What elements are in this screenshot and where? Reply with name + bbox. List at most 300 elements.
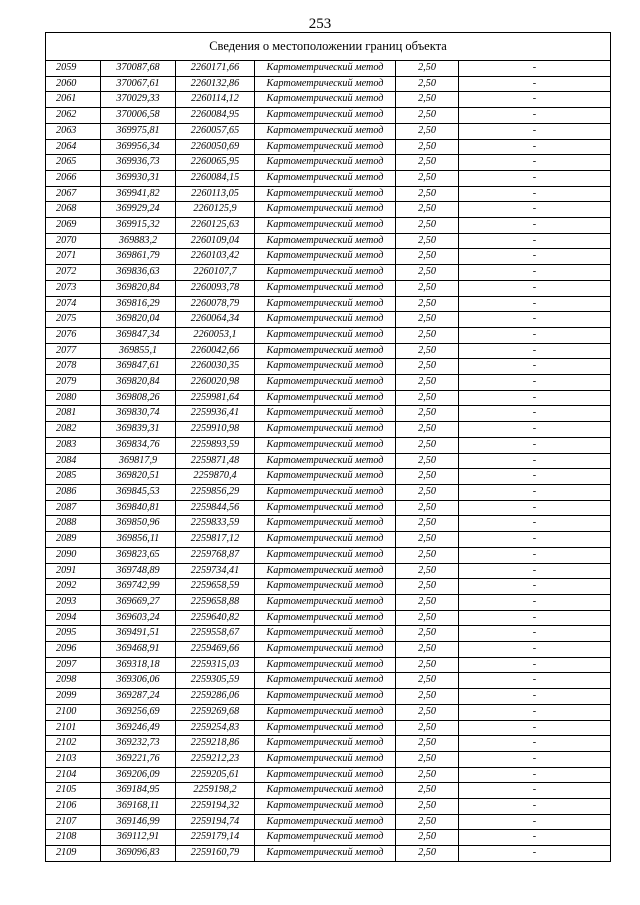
method-cell: Картометрический метод [255,61,396,77]
x-coordinate-cell: 369112,91 [101,830,176,846]
point-number-cell: 2072 [46,265,101,281]
x-coordinate-cell: 370067,61 [101,76,176,92]
description-cell: - [459,783,611,799]
accuracy-cell: 2,50 [396,170,459,186]
table-row [46,689,611,705]
method-cell: Картометрический метод [255,563,396,579]
description-cell: - [459,375,611,391]
y-coordinate-cell: 2259286,06 [176,689,255,705]
x-coordinate-cell: 369856,11 [101,532,176,548]
point-number-cell: 2109 [46,846,101,862]
accuracy-cell: 2,50 [396,751,459,767]
description-cell: - [459,296,611,312]
table-row [46,657,611,673]
accuracy-cell: 2,50 [396,453,459,469]
accuracy-cell: 2,50 [396,767,459,783]
y-coordinate-cell: 2259871,48 [176,453,255,469]
x-coordinate-cell: 370006,58 [101,108,176,124]
point-number-cell: 2070 [46,233,101,249]
description-cell: - [459,170,611,186]
table-row [46,375,611,391]
description-cell: - [459,657,611,673]
table-row [46,830,611,846]
table-row [46,453,611,469]
table-row [46,767,611,783]
table-row [46,547,611,563]
table-row [46,123,611,139]
table-row [46,422,611,438]
point-number-cell: 2067 [46,186,101,202]
accuracy-cell: 2,50 [396,280,459,296]
description-cell: - [459,249,611,265]
method-cell: Картометрический метод [255,265,396,281]
point-number-cell: 2086 [46,484,101,500]
y-coordinate-cell: 2260057,65 [176,123,255,139]
point-number-cell: 2096 [46,642,101,658]
x-coordinate-cell: 370087,68 [101,61,176,77]
description-cell: - [459,327,611,343]
point-number-cell: 2066 [46,170,101,186]
method-cell: Картометрический метод [255,437,396,453]
accuracy-cell: 2,50 [396,249,459,265]
accuracy-cell: 2,50 [396,610,459,626]
point-number-cell: 2069 [46,218,101,234]
table-row [46,76,611,92]
table-row [46,359,611,375]
accuracy-cell: 2,50 [396,265,459,281]
accuracy-cell: 2,50 [396,516,459,532]
accuracy-cell: 2,50 [396,563,459,579]
y-coordinate-cell: 2260125,63 [176,218,255,234]
x-coordinate-cell: 369936,73 [101,155,176,171]
point-number-cell: 2082 [46,422,101,438]
description-cell: - [459,610,611,626]
accuracy-cell: 2,50 [396,626,459,642]
description-cell: - [459,280,611,296]
accuracy-cell: 2,50 [396,642,459,658]
point-number-cell: 2097 [46,657,101,673]
method-cell: Картометрический метод [255,610,396,626]
x-coordinate-cell: 369820,84 [101,375,176,391]
method-cell: Картометрический метод [255,846,396,862]
x-coordinate-cell: 369817,9 [101,453,176,469]
method-cell: Картометрический метод [255,532,396,548]
method-cell: Картометрический метод [255,406,396,422]
accuracy-cell: 2,50 [396,108,459,124]
y-coordinate-cell: 2259981,64 [176,390,255,406]
accuracy-cell: 2,50 [396,830,459,846]
table-row [46,736,611,752]
x-coordinate-cell: 369850,96 [101,516,176,532]
accuracy-cell: 2,50 [396,390,459,406]
accuracy-cell: 2,50 [396,202,459,218]
y-coordinate-cell: 2260030,35 [176,359,255,375]
point-number-cell: 2077 [46,343,101,359]
point-number-cell: 2106 [46,799,101,815]
method-cell: Картометрический метод [255,186,396,202]
x-coordinate-cell: 369256,69 [101,704,176,720]
method-cell: Картометрический метод [255,343,396,359]
x-coordinate-cell: 369840,81 [101,500,176,516]
table-row [46,202,611,218]
accuracy-cell: 2,50 [396,484,459,500]
table-row [46,249,611,265]
point-number-cell: 2102 [46,736,101,752]
method-cell: Картометрический метод [255,327,396,343]
x-coordinate-cell: 369941,82 [101,186,176,202]
accuracy-cell: 2,50 [396,814,459,830]
x-coordinate-cell: 369096,83 [101,846,176,862]
method-cell: Картометрический метод [255,375,396,391]
point-number-cell: 2105 [46,783,101,799]
point-number-cell: 2098 [46,673,101,689]
point-number-cell: 2089 [46,532,101,548]
coordinates-table [45,60,611,862]
x-coordinate-cell: 369232,73 [101,736,176,752]
x-coordinate-cell: 369975,81 [101,123,176,139]
description-cell: - [459,139,611,155]
description-cell: - [459,642,611,658]
table-row [46,469,611,485]
description-cell: - [459,453,611,469]
description-cell: - [459,61,611,77]
accuracy-cell: 2,50 [396,469,459,485]
y-coordinate-cell: 2260107,7 [176,265,255,281]
accuracy-cell: 2,50 [396,532,459,548]
y-coordinate-cell: 2259640,82 [176,610,255,626]
method-cell: Картометрический метод [255,233,396,249]
point-number-cell: 2091 [46,563,101,579]
y-coordinate-cell: 2260132,86 [176,76,255,92]
accuracy-cell: 2,50 [396,123,459,139]
description-cell: - [459,720,611,736]
description-cell: - [459,579,611,595]
table-row [46,218,611,234]
y-coordinate-cell: 2260103,42 [176,249,255,265]
y-coordinate-cell: 2259179,14 [176,830,255,846]
description-cell: - [459,500,611,516]
table-row [46,704,611,720]
x-coordinate-cell: 369845,53 [101,484,176,500]
table-row [46,783,611,799]
accuracy-cell: 2,50 [396,61,459,77]
accuracy-cell: 2,50 [396,218,459,234]
table-row [46,799,611,815]
method-cell: Картометрический метод [255,830,396,846]
point-number-cell: 2064 [46,139,101,155]
accuracy-cell: 2,50 [396,437,459,453]
y-coordinate-cell: 2259910,98 [176,422,255,438]
table-row [46,673,611,689]
point-number-cell: 2087 [46,500,101,516]
coordinates-sheet [45,32,611,862]
point-number-cell: 2108 [46,830,101,846]
x-coordinate-cell: 369816,29 [101,296,176,312]
x-coordinate-cell: 369491,51 [101,626,176,642]
y-coordinate-cell: 2260093,78 [176,280,255,296]
table-row [46,92,611,108]
method-cell: Картометрический метод [255,359,396,375]
table-row [46,155,611,171]
description-cell: - [459,233,611,249]
method-cell: Картометрический метод [255,626,396,642]
table-body [46,61,611,862]
x-coordinate-cell: 369839,31 [101,422,176,438]
y-coordinate-cell: 2260109,04 [176,233,255,249]
table-row [46,500,611,516]
x-coordinate-cell: 369883,2 [101,233,176,249]
point-number-cell: 2074 [46,296,101,312]
y-coordinate-cell: 2259558,67 [176,626,255,642]
table-row [46,610,611,626]
x-coordinate-cell: 369287,24 [101,689,176,705]
x-coordinate-cell: 369915,32 [101,218,176,234]
description-cell: - [459,390,611,406]
point-number-cell: 2065 [46,155,101,171]
y-coordinate-cell: 2259305,59 [176,673,255,689]
accuracy-cell: 2,50 [396,327,459,343]
x-coordinate-cell: 369836,63 [101,265,176,281]
accuracy-cell: 2,50 [396,312,459,328]
description-cell: - [459,484,611,500]
table-row [46,846,611,862]
description-cell: - [459,92,611,108]
accuracy-cell: 2,50 [396,657,459,673]
accuracy-cell: 2,50 [396,422,459,438]
point-number-cell: 2068 [46,202,101,218]
description-cell: - [459,532,611,548]
table-row [46,437,611,453]
method-cell: Картометрический метод [255,799,396,815]
y-coordinate-cell: 2260084,95 [176,108,255,124]
method-cell: Картометрический метод [255,783,396,799]
point-number-cell: 2088 [46,516,101,532]
method-cell: Картометрический метод [255,689,396,705]
table-row [46,280,611,296]
point-number-cell: 2061 [46,92,101,108]
point-number-cell: 2071 [46,249,101,265]
description-cell: - [459,343,611,359]
x-coordinate-cell: 369847,34 [101,327,176,343]
accuracy-cell: 2,50 [396,375,459,391]
y-coordinate-cell: 2260078,79 [176,296,255,312]
x-coordinate-cell: 369184,95 [101,783,176,799]
method-cell: Картометрический метод [255,92,396,108]
accuracy-cell: 2,50 [396,689,459,705]
point-number-cell: 2079 [46,375,101,391]
table-row [46,814,611,830]
y-coordinate-cell: 2259658,88 [176,594,255,610]
y-coordinate-cell: 2260114,12 [176,92,255,108]
accuracy-cell: 2,50 [396,799,459,815]
description-cell: - [459,846,611,862]
x-coordinate-cell: 369306,06 [101,673,176,689]
accuracy-cell: 2,50 [396,92,459,108]
table-row [46,516,611,532]
point-number-cell: 2103 [46,751,101,767]
y-coordinate-cell: 2259658,59 [176,579,255,595]
accuracy-cell: 2,50 [396,846,459,862]
y-coordinate-cell: 2259734,41 [176,563,255,579]
description-cell: - [459,799,611,815]
point-number-cell: 2093 [46,594,101,610]
point-number-cell: 2081 [46,406,101,422]
method-cell: Картометрический метод [255,751,396,767]
accuracy-cell: 2,50 [396,500,459,516]
description-cell: - [459,76,611,92]
description-cell: - [459,814,611,830]
x-coordinate-cell: 369603,24 [101,610,176,626]
method-cell: Картометрический метод [255,139,396,155]
y-coordinate-cell: 2259212,23 [176,751,255,767]
table-row [46,720,611,736]
accuracy-cell: 2,50 [396,704,459,720]
method-cell: Картометрический метод [255,642,396,658]
description-cell: - [459,123,611,139]
description-cell: - [459,437,611,453]
accuracy-cell: 2,50 [396,359,459,375]
table-row [46,296,611,312]
point-number-cell: 2090 [46,547,101,563]
y-coordinate-cell: 2260050,69 [176,139,255,155]
method-cell: Картометрический метод [255,469,396,485]
accuracy-cell: 2,50 [396,343,459,359]
point-number-cell: 2083 [46,437,101,453]
point-number-cell: 2078 [46,359,101,375]
point-number-cell: 2100 [46,704,101,720]
point-number-cell: 2099 [46,689,101,705]
x-coordinate-cell: 369318,18 [101,657,176,673]
description-cell: - [459,626,611,642]
description-cell: - [459,202,611,218]
method-cell: Картометрический метод [255,657,396,673]
description-cell: - [459,751,611,767]
x-coordinate-cell: 369146,99 [101,814,176,830]
method-cell: Картометрический метод [255,123,396,139]
x-coordinate-cell: 369168,11 [101,799,176,815]
method-cell: Картометрический метод [255,594,396,610]
y-coordinate-cell: 2259198,2 [176,783,255,799]
description-cell: - [459,704,611,720]
y-coordinate-cell: 2259160,79 [176,846,255,862]
y-coordinate-cell: 2259205,61 [176,767,255,783]
y-coordinate-cell: 2260053,1 [176,327,255,343]
point-number-cell: 2062 [46,108,101,124]
method-cell: Картометрический метод [255,280,396,296]
accuracy-cell: 2,50 [396,186,459,202]
y-coordinate-cell: 2259844,56 [176,500,255,516]
table-row [46,579,611,595]
y-coordinate-cell: 2260171,66 [176,61,255,77]
method-cell: Картометрический метод [255,484,396,500]
method-cell: Картометрический метод [255,296,396,312]
page-number: 253 [308,16,332,32]
table-row [46,233,611,249]
description-cell: - [459,673,611,689]
method-cell: Картометрический метод [255,76,396,92]
accuracy-cell: 2,50 [396,673,459,689]
table-row [46,406,611,422]
x-coordinate-cell: 370029,33 [101,92,176,108]
table-row [46,563,611,579]
description-cell: - [459,830,611,846]
y-coordinate-cell: 2259870,4 [176,469,255,485]
table-title: Сведения о местоположении границ объекта [45,32,611,60]
accuracy-cell: 2,50 [396,139,459,155]
method-cell: Картометрический метод [255,249,396,265]
y-coordinate-cell: 2259469,66 [176,642,255,658]
table-row [46,642,611,658]
description-cell: - [459,422,611,438]
y-coordinate-cell: 2259269,68 [176,704,255,720]
table-row [46,61,611,77]
point-number-cell: 2073 [46,280,101,296]
method-cell: Картометрический метод [255,720,396,736]
x-coordinate-cell: 369748,89 [101,563,176,579]
table-row [46,594,611,610]
table-row [46,390,611,406]
accuracy-cell: 2,50 [396,406,459,422]
x-coordinate-cell: 369820,04 [101,312,176,328]
y-coordinate-cell: 2259194,32 [176,799,255,815]
method-cell: Картометрический метод [255,547,396,563]
method-cell: Картометрический метод [255,218,396,234]
x-coordinate-cell: 369823,65 [101,547,176,563]
method-cell: Картометрический метод [255,704,396,720]
y-coordinate-cell: 2260113,05 [176,186,255,202]
description-cell: - [459,359,611,375]
method-cell: Картометрический метод [255,422,396,438]
y-coordinate-cell: 2259768,87 [176,547,255,563]
point-number-cell: 2092 [46,579,101,595]
x-coordinate-cell: 369930,31 [101,170,176,186]
table-row [46,139,611,155]
description-cell: - [459,186,611,202]
y-coordinate-cell: 2259817,12 [176,532,255,548]
point-number-cell: 2101 [46,720,101,736]
description-cell: - [459,594,611,610]
x-coordinate-cell: 369221,76 [101,751,176,767]
point-number-cell: 2060 [46,76,101,92]
x-coordinate-cell: 369847,61 [101,359,176,375]
method-cell: Картометрический метод [255,312,396,328]
point-number-cell: 2059 [46,61,101,77]
table-row [46,265,611,281]
x-coordinate-cell: 369929,24 [101,202,176,218]
description-cell: - [459,547,611,563]
y-coordinate-cell: 2259315,03 [176,657,255,673]
description-cell: - [459,767,611,783]
table-row [46,751,611,767]
accuracy-cell: 2,50 [396,783,459,799]
table-row [46,343,611,359]
point-number-cell: 2095 [46,626,101,642]
point-number-cell: 2085 [46,469,101,485]
description-cell: - [459,155,611,171]
description-cell: - [459,516,611,532]
description-cell: - [459,312,611,328]
description-cell: - [459,265,611,281]
point-number-cell: 2107 [46,814,101,830]
point-number-cell: 2076 [46,327,101,343]
x-coordinate-cell: 369830,74 [101,406,176,422]
y-coordinate-cell: 2260042,66 [176,343,255,359]
x-coordinate-cell: 369669,27 [101,594,176,610]
point-number-cell: 2104 [46,767,101,783]
method-cell: Картометрический метод [255,736,396,752]
method-cell: Картометрический метод [255,453,396,469]
y-coordinate-cell: 2260084,15 [176,170,255,186]
